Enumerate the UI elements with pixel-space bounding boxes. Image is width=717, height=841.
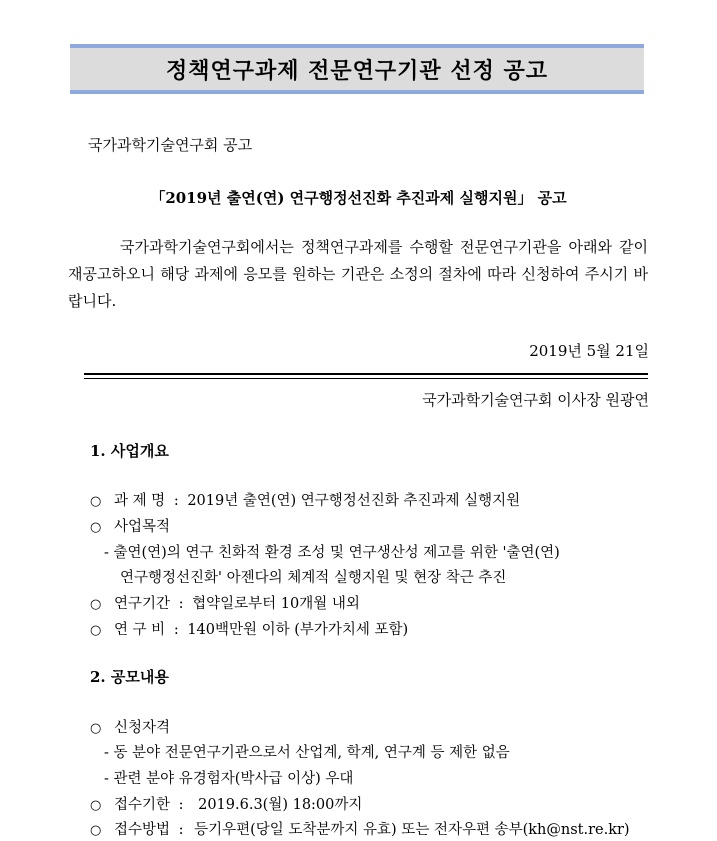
list-item: ○ 연구기간 : 협약일로부터 10개월 내외 — [90, 596, 360, 612]
purpose-line-1: - 출연(연)의 연구 친화적 환경 조성 및 연구생산성 제고를 위한 '출연(연) — [104, 545, 560, 561]
notice-title: 「2019년 출연(연) 연구행정선진화 추진과제 실행지원」 공고 — [150, 189, 567, 207]
list-item: ○ 과 제 명 : 2019년 출연(연) 연구행정선진화 추진과제 실행지원 — [90, 493, 521, 509]
section2-heading: 2. 공모내용 — [90, 668, 169, 686]
title-banner — [70, 44, 644, 94]
date: 2019년 5월 21일 — [529, 342, 649, 360]
list-item: ○ 연 구 비 : 140백만원 이하 (부가가치세 포함) — [90, 622, 409, 638]
header-line: 국가과학기술연구회 공고 — [88, 136, 253, 154]
list-item: ○ 사업목적 — [90, 519, 170, 535]
bullet-circle-icon: ○ — [90, 494, 102, 509]
signatory: 국가과학기술연구회 이사장 원광연 — [422, 391, 649, 409]
qualification-line-1: - 동 분야 전문연구기관으로서 산업계, 학계, 연구계 등 제한 없음 — [104, 745, 510, 761]
bullet-circle-icon: ○ — [90, 798, 102, 813]
bullet-circle-icon: ○ — [90, 623, 102, 638]
qualification-line-2: - 관련 분야 유경험자(박사급 이상) 우대 — [104, 771, 354, 787]
purpose-line-2: 연구행정선진화' 아젠다의 체계적 실행지원 및 현장 착근 추진 — [120, 570, 507, 586]
bullet-circle-icon: ○ — [90, 721, 102, 736]
section1-heading: 1. 사업개요 — [90, 442, 169, 460]
bullet-circle-icon: ○ — [90, 597, 102, 612]
intro-paragraph: 국가과학기술연구회에서는 정책연구과제를 수행할 전문연구기관을 아래와 같이 재공고하오니 해당 과제에 응모를 원하는 기관은 소정의 절차에 따라 신청하여 주시기 바랍니다. — [68, 238, 648, 310]
list-item: ○ 접수방법 : 등기우편(당일 도착분까지 유효) 또는 전자우편 송부(kh@nst.re.kr) — [90, 822, 630, 838]
bullet-circle-icon: ○ — [90, 520, 102, 535]
list-item: ○ 신청자격 — [90, 720, 170, 736]
bullet-circle-icon: ○ — [90, 823, 102, 838]
divider-thin — [84, 378, 648, 379]
page-title: 정책연구과제 전문연구기관 선정 공고 — [165, 58, 548, 84]
divider-thick — [84, 373, 648, 375]
list-item: ○ 접수기한 : 2019.6.3(월) 18:00까지 — [90, 797, 363, 813]
